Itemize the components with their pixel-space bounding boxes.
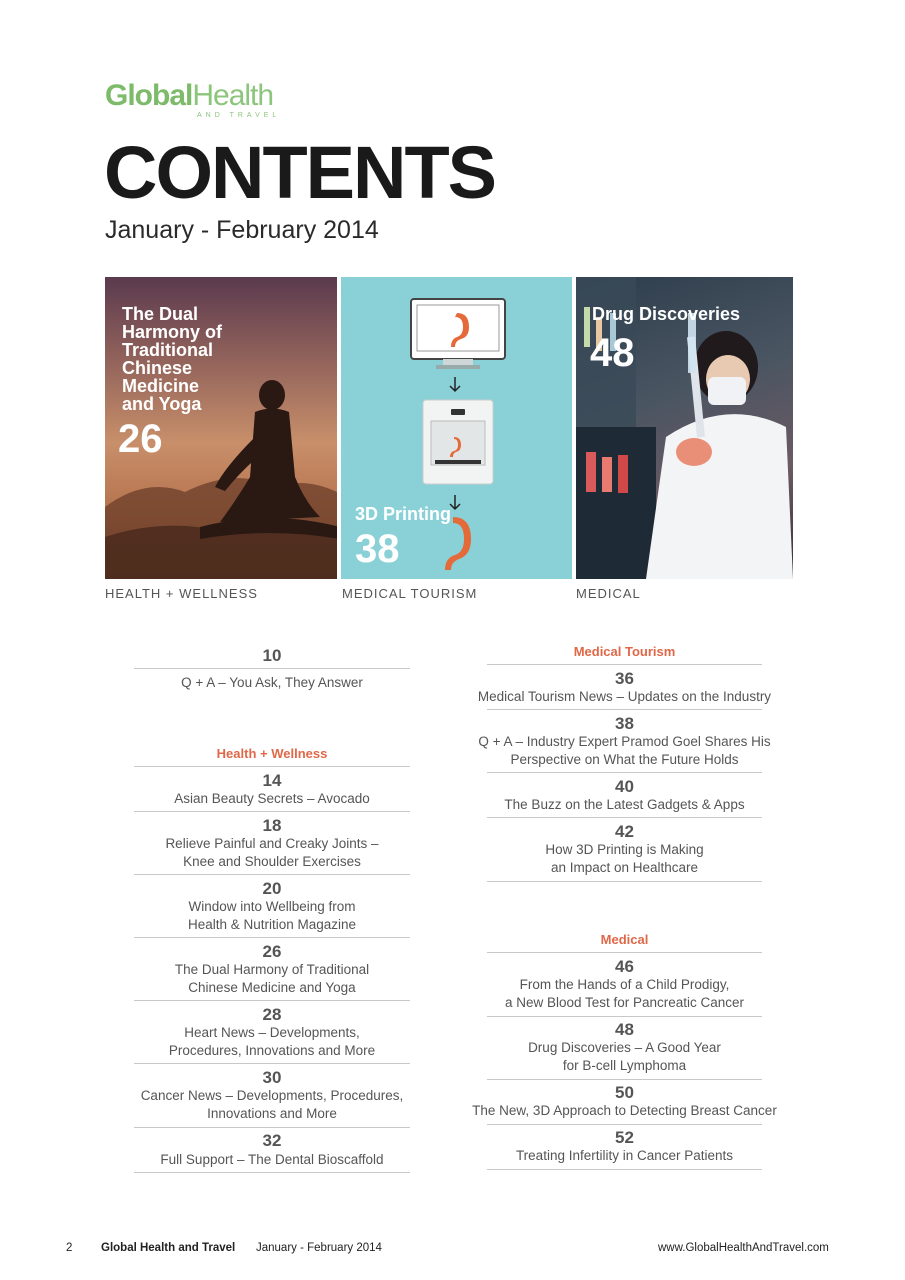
footer-issue: January - February 2014	[256, 1242, 382, 1254]
toc-entry-title: Heart News – Developments, Procedures, Innovations and More	[168, 1025, 376, 1058]
logo-tagline: AND TRAVEL	[197, 112, 281, 119]
toc-entry-title: Treating Infertility in Cancer Patients	[515, 1148, 734, 1163]
toc-page-number: 52	[615, 1128, 634, 1147]
feature-caption: MEDICAL	[576, 586, 641, 601]
feature-page-number: 38	[355, 527, 400, 571]
footer-url-link[interactable]: www.GlobalHealthAndTravel.com	[658, 1242, 829, 1254]
divider	[134, 1172, 410, 1173]
toc-page-number: 40	[615, 777, 634, 796]
toc-page-number: 14	[262, 771, 282, 790]
toc-entry-title: The New, 3D Approach to Detecting Breast Cancer	[472, 1103, 777, 1118]
toc-page-number: 20	[262, 879, 282, 898]
feature-caption: HEALTH + WELLNESS	[105, 586, 258, 601]
feature-card-3d-printing[interactable]	[341, 277, 572, 579]
divider	[134, 874, 410, 875]
toc-entry-title: Relieve Painful and Creaky Joints – Knee and Shoulder Exercises	[165, 836, 379, 869]
divider	[487, 664, 762, 665]
toc-entry-title: Cancer News – Developments, Procedures, Innovations and More	[140, 1088, 404, 1121]
toc-page-number: 36	[615, 669, 634, 688]
divider	[487, 772, 762, 773]
feature-card-yoga[interactable]	[105, 277, 337, 579]
divider	[134, 766, 410, 767]
feature-title: Drug Discoveries	[592, 304, 741, 324]
toc-left-column	[134, 640, 410, 1180]
toc-page-number: 38	[615, 714, 634, 733]
toc-entry-title: Drug Discoveries – A Good Year for B-cell Lymphoma	[528, 1040, 721, 1073]
toc-page-number: 50	[615, 1083, 634, 1102]
toc-entry-title: From the Hands of a Child Prodigy, a New Blood Test for Pancreatic Cancer	[504, 977, 745, 1010]
divider	[487, 709, 762, 710]
issue-date: January - February 2014	[105, 216, 379, 244]
toc-entry-title: The Dual Harmony of Traditional Chinese Medicine and Yoga	[174, 962, 370, 995]
feature-title: The Dual Harmony of Traditional Chinese Medicine and Yoga	[122, 304, 223, 414]
section-heading: Medical Tourism	[573, 644, 676, 659]
divider	[487, 952, 762, 953]
toc-entry-title: How 3D Printing is Making an Impact on Healthcare	[545, 842, 704, 875]
toc-page-number: 32	[262, 1131, 282, 1150]
toc-entry-title: Window into Wellbeing from Health & Nutrition Magazine	[187, 899, 357, 932]
toc-page-number: 30	[262, 1068, 282, 1087]
divider	[487, 1169, 762, 1170]
feature-title: 3D Printing	[355, 504, 452, 524]
toc-entry-title: Asian Beauty Secrets – Avocado	[174, 791, 370, 806]
toc-entry-title: Q + A – You Ask, They Answer	[181, 675, 363, 690]
divider	[134, 1063, 410, 1064]
footer-page-number: 2	[66, 1242, 73, 1254]
toc-entry-title: The Buzz on the Latest Gadgets & Apps	[504, 797, 745, 812]
divider	[487, 1079, 762, 1080]
toc-page-number: 42	[615, 822, 634, 841]
toc-page-number: 26	[262, 942, 282, 961]
toc-page-number: 10	[262, 646, 282, 665]
toc-entry-title: Q + A – Industry Expert Pramod Goel Shares His Perspective on What the Future Holds	[478, 734, 771, 767]
feature-page-number: 26	[118, 417, 163, 461]
divider	[487, 817, 762, 818]
toc-page-number: 48	[615, 1020, 634, 1039]
divider	[487, 1016, 762, 1017]
divider	[487, 1124, 762, 1125]
section-heading: Medical	[600, 932, 649, 947]
logo-light-text: Health	[192, 79, 274, 112]
divider	[134, 1000, 410, 1001]
toc-page-number: 18	[262, 816, 282, 835]
divider	[134, 811, 410, 812]
section-heading: Health + Wellness	[216, 746, 328, 761]
feature-caption: MEDICAL TOURISM	[342, 586, 478, 601]
toc-right-column	[472, 640, 777, 1180]
footer-magazine-name: Global Health and Travel	[101, 1242, 236, 1254]
page-title: CONTENTS	[104, 131, 495, 214]
logo-bold-text: Global	[105, 79, 193, 112]
divider	[134, 668, 410, 669]
toc-page-number: 46	[615, 957, 634, 976]
toc-entry-title: Medical Tourism News – Updates on the Industry	[477, 689, 772, 704]
brand-logo	[105, 80, 295, 124]
toc-entry-title: Full Support – The Dental Bioscaffold	[160, 1152, 384, 1167]
toc-page-number: 28	[262, 1005, 282, 1024]
divider	[134, 1127, 410, 1128]
divider	[487, 881, 762, 882]
feature-page-number: 48	[590, 331, 635, 375]
divider	[134, 937, 410, 938]
feature-card-drug-discoveries[interactable]	[576, 277, 793, 579]
